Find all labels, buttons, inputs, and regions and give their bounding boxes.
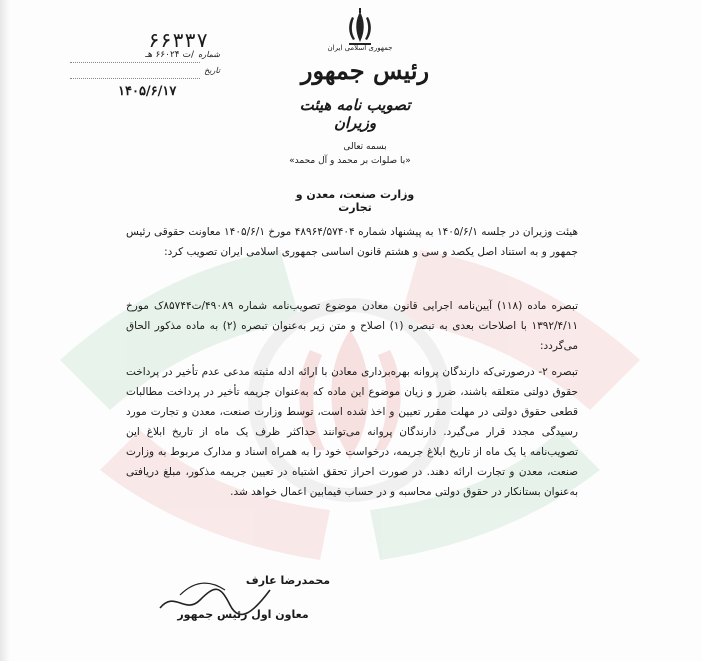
number-underline [70, 62, 200, 63]
office-title: رئیس جمهور [300, 56, 430, 85]
page-shadow [0, 0, 10, 661]
decree-paragraph-2: تبصره ماده (۱۱۸) آیین‌نامه اجرایی قانون معادن موضوع تصویب‌نامه شماره ۴۹۰۸۹/ت۸۵۷۴۴ک مورخ ۱۳۹۲/۴/۱۱ با اصلاحات بعدی به تبصره (۱) اصلاح و متن زیر به‌عنوان تبصره (۲) به ماده مذکور الحاق می‌گردد: [126, 300, 579, 352]
date-underline [70, 78, 200, 79]
signatory-title: معاون اول رئیس جمهور [177, 608, 309, 621]
date-row [70, 66, 220, 80]
decree-paragraph-3: تبصره ۲- درصورتی‌که دارندگان پروانه بهره‌برداری معادن با ارائه ادله مثبته مدعی عدم تأخیر در پرداخت حقوق دولتی متعلقه باشند، ضرر و زیان موضوع این ماده که به‌عنوان جریمه تأخیر در پرداخت مطالبات قطعی حقوق دولتی در مهلت مقرر تعیین و اخذ شده است، توسط وزارت صنعت، معدن و تجارت مورد رسیدگی مجدد قرار می‌گیرد. دارندگان پروانه می‌توانند حداکثر ظرف یک ماه از تاریخ ابلاغ این تصویب‌نامه یا یک ماه از تاریخ ابلاغ جریمه، درخواست خود را به همراه اسناد و مدارک مربوط به وزارت صنعت، معدن و تجارت ارائه دهند. در صورت احراز تحقق اشتباه در تعیین جریمه مذکور، مبلغ دریافتی به‌عنوان بستانکار در حقوق دولتی محاسبه و در حساب فیمابین اعمال خواهد شد. [126, 366, 578, 498]
salawat: «با صلوات بر محمد و آل محمد» [289, 156, 411, 166]
decree-type-title: تصویب نامه هیئت وزیران [299, 96, 411, 132]
handwritten-date: ۱۴۰۵/۶/۱۷ [118, 84, 177, 99]
decree-paragraph-1: هیئت وزیران در جلسه ۱۴۰۵/۶/۱ به پیشنهاد شماره ۴۸۹۶۴/۵۷۴۰۴ مورخ ۱۴۰۵/۶/۱ معاونت حقوقی رئیس جمهور و به استناد اصل یکصد و سی و هشتم قانون اساسی جمهوری اسلامی ایران تصویب کرد: [126, 226, 578, 258]
republic-label: جمهوری اسلامی ایران [327, 44, 393, 52]
number-label: شماره [198, 50, 220, 59]
number-row [70, 50, 220, 64]
iran-emblem-icon [343, 8, 377, 48]
bismillah: بسمه تعالی [343, 142, 387, 152]
number-value: /ت ۶۶۰۲۴ هـ [145, 50, 194, 60]
addressee: وزارت صنعت، معدن و تجارت [295, 188, 415, 214]
signatory-name: محمدرضا عارف [245, 574, 331, 587]
stamped-document-number: ۶۶۳۳۷ [148, 28, 209, 52]
date-label: تاریخ [204, 66, 220, 75]
